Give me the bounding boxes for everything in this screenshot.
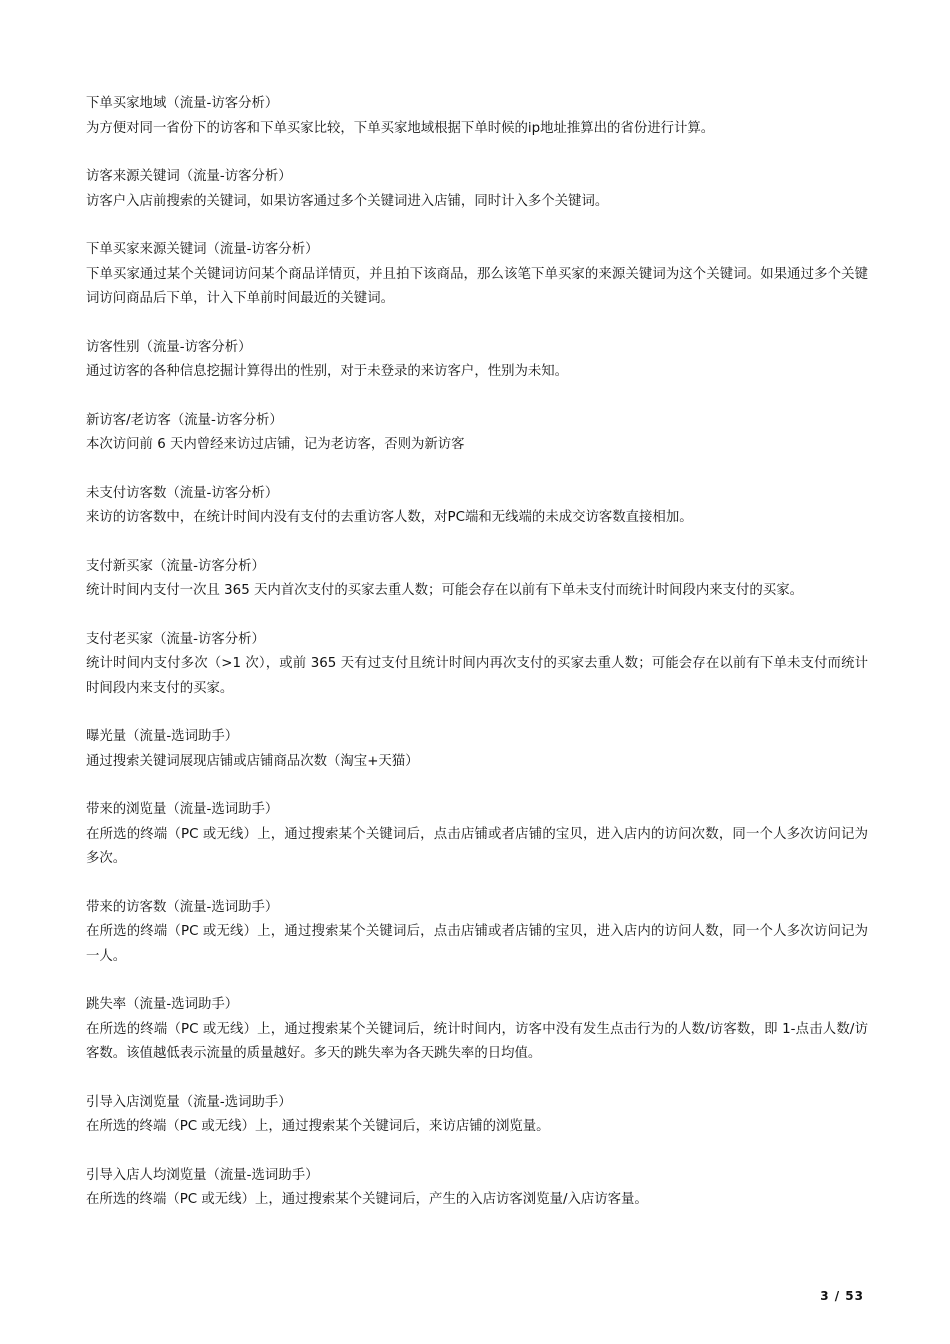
glossary-entry	[86, 92, 868, 141]
glossary-entry	[86, 409, 868, 458]
entry-title: 新访客/老访客（流量-访客分析）	[86, 412, 283, 428]
glossary-entry	[86, 555, 868, 604]
document-page	[86, 92, 868, 1237]
glossary-entry	[86, 628, 868, 702]
entry-body: 本次访问前 6 天内曾经来访过店铺，记为老访客，否则为新访客	[86, 437, 465, 452]
entry-title: 引导入店人均浏览量（流量-选词助手）	[86, 1167, 319, 1183]
page-number: 3 / 53	[820, 1289, 864, 1303]
entry-title: 支付老买家（流量-访客分析）	[86, 631, 265, 647]
entry-title: 下单买家地域（流量-访客分析）	[86, 96, 279, 111]
glossary-entry	[86, 238, 868, 312]
entry-body: 在所选的终端（PC 或无线）上，通过搜索某个关键词后，点击店铺或者店铺的宝贝，进入店内的访问次数，同一个人多次访问记为多次。	[86, 826, 868, 866]
glossary-entry	[86, 165, 868, 214]
entry-title: 带来的访客数（流量-选词助手）	[86, 899, 279, 915]
entry-body: 访客户入店前搜索的关键词，如果访客通过多个关键词进入店铺，同时计入多个关键词。	[86, 193, 609, 209]
glossary-entry	[86, 482, 868, 531]
glossary-entry	[86, 336, 868, 385]
entry-body: 在所选的终端（PC 或无线）上，通过搜索某个关键词后，来访店铺的浏览量。	[86, 1119, 550, 1134]
entry-body: 下单买家通过某个关键词访问某个商品详情页，并且拍下该商品，那么该笔下单买家的来源关键词为这个关键词。如果通过多个关键词访问商品后下单，计入下单前时间最近的关键词。	[86, 266, 868, 306]
entry-title: 未支付访客数（流量-访客分析）	[86, 485, 279, 501]
entry-body: 通过搜索关键词展现店铺或店铺商品次数（淘宝+天猫）	[86, 753, 419, 769]
entry-body: 为方便对同一省份下的访客和下单买家比较，下单买家地域根据下单时候的ip地址推算出的省份进行计算。	[86, 120, 715, 136]
entry-body: 在所选的终端（PC 或无线）上，通过搜索某个关键词后，产生的入店访客浏览量/入店访客量。	[86, 1192, 648, 1207]
entry-title: 曝光量（流量-选词助手）	[86, 729, 239, 744]
entry-title: 支付新买家（流量-访客分析）	[86, 558, 265, 574]
glossary-entry	[86, 1164, 868, 1213]
entry-body: 统计时间内支付多次（>1 次），或前 365 天有过支付且统计时间内再次支付的买家去重人数；可能会存在以前有下单未支付而统计时间段内来支付的买家。	[86, 656, 868, 696]
glossary-entry	[86, 993, 868, 1067]
entry-title: 下单买家来源关键词（流量-访客分析）	[86, 242, 319, 257]
entry-title: 访客来源关键词（流量-访客分析）	[86, 169, 292, 184]
glossary-entry	[86, 1091, 868, 1140]
entry-title: 跳失率（流量-选词助手）	[86, 997, 239, 1012]
entry-title: 带来的浏览量（流量-选词助手）	[86, 802, 279, 817]
glossary-entry	[86, 896, 868, 970]
entry-body: 来访的访客数中，在统计时间内没有支付的去重访客人数，对PC端和无线端的未成交访客数直接相加。	[86, 510, 693, 525]
glossary-entry	[86, 725, 868, 774]
entry-body: 统计时间内支付一次且 365 天内首次支付的买家去重人数；可能会存在以前有下单未支付而统计时间段内来支付的买家。	[86, 583, 803, 598]
entry-title: 引导入店浏览量（流量-选词助手）	[86, 1094, 292, 1110]
entry-body: 在所选的终端（PC 或无线）上，通过搜索某个关键词后，统计时间内，访客中没有发生点击行为的人数/访客数，即 1-点击人数/访客数。该值越低表示流量的质量越好。多天的跳失率为各天跳失率的日均值。	[86, 1021, 868, 1061]
glossary-entry	[86, 798, 868, 872]
entry-body: 通过访客的各种信息挖掘计算得出的性别，对于未登录的来访客户，性别为未知。	[86, 364, 569, 379]
entry-title: 访客性别（流量-访客分析）	[86, 339, 252, 355]
entry-body: 在所选的终端（PC 或无线）上，通过搜索某个关键词后，点击店铺或者店铺的宝贝，进入店内的访问人数，同一个人多次访问记为一人。	[86, 924, 868, 964]
